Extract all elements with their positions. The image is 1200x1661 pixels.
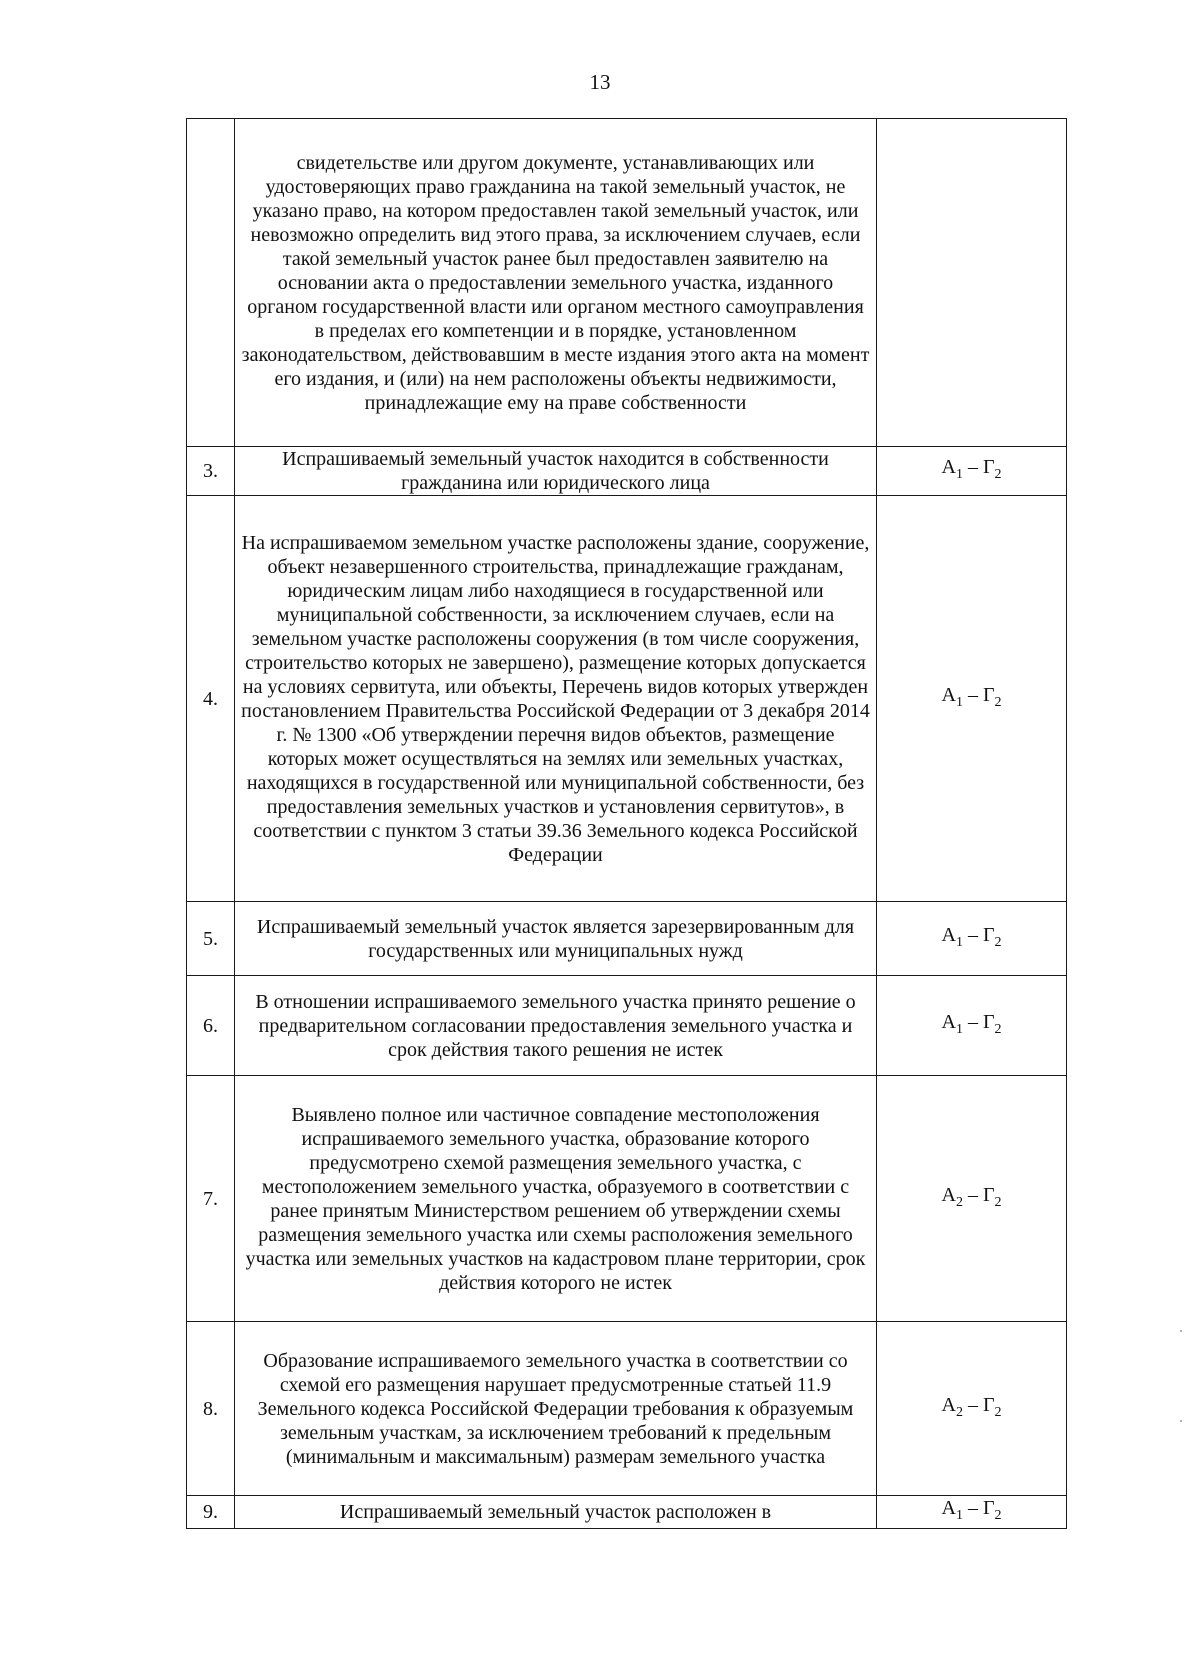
table-row — [187, 902, 1067, 976]
grounds-table — [186, 118, 1067, 1529]
code-a-index: 1 — [955, 1508, 963, 1523]
row-text: Испрашиваемый земельный участок находится в собственности гражданина или юридического лица — [235, 447, 877, 496]
row-number: 8. — [187, 1322, 235, 1496]
code-a-index: 1 — [955, 694, 963, 710]
row-text: В отношении испрашиваемого земельного участка принято решение о предварительном согласовании предоставления земельного участка и срок действия такого решения не истек — [235, 976, 877, 1076]
table-row — [187, 1076, 1067, 1322]
scan-speck — [1180, 1420, 1182, 1422]
table-row — [187, 119, 1067, 447]
row-number: 4. — [187, 496, 235, 902]
row-number: 5. — [187, 902, 235, 976]
code-g-index: 2 — [994, 467, 1002, 482]
row-code: $А_2 - Г_2$ — [877, 1322, 1067, 1496]
table-row — [187, 1496, 1067, 1529]
row-code: $А_1 - Г_2$ — [877, 447, 1067, 496]
row-number — [187, 119, 235, 447]
code-a-index: 1 — [955, 934, 963, 950]
row-code: $А_2 - Г_2$ — [877, 1076, 1067, 1322]
code-g-index: 2 — [994, 1404, 1002, 1420]
code-g-index: 2 — [994, 1021, 1002, 1037]
row-text: Испрашиваемый земельный участок является зарезервированным для государственных или муниципальных нужд — [235, 902, 877, 976]
table-row — [187, 976, 1067, 1076]
row-number: 6. — [187, 976, 235, 1076]
code-g-index: 2 — [994, 1194, 1002, 1210]
code-a-index: 2 — [955, 1194, 963, 1210]
row-text: Испрашиваемый земельный участок расположен в — [235, 1496, 877, 1529]
row-text: Образование испрашиваемого земельного участка в соответствии со схемой его размещения нарушает предусмотренные статьей 11.9 Земельного кодекса Российской Федерации требования к образуемым земельным участкам, за исключением требований к предельным (минимальным и максимальным) размерам земельного участка — [235, 1322, 877, 1496]
row-code: $А_1 - Г_2$ — [877, 976, 1067, 1076]
row-number: 9. — [187, 1496, 235, 1529]
code-a-index: 1 — [955, 1021, 963, 1037]
row-code: $А_1 - Г_2$ — [877, 902, 1067, 976]
code-g-index: 2 — [994, 694, 1002, 710]
row-text: Выявлено полное или частичное совпадение местоположения испрашиваемого земельного участка, образование которого предусмотрено схемой размещения земельного участка, с местоположением земельного участка, образуемого в соответствии с ранее принятым Министерством решением об утверждении схемы размещения земельного участка или схемы расположения земельного участка или земельных участков на кадастровом плане территории, срок действия которого не истек — [235, 1076, 877, 1322]
row-code: $А_1 - Г_2$ — [877, 1496, 1067, 1529]
code-g-index: 2 — [994, 1508, 1002, 1523]
table-row — [187, 447, 1067, 496]
row-text: На испрашиваемом земельном участке расположены здание, сооружение, объект незавершенного строительства, принадлежащие гражданам, юридическим лицам либо находящиеся в государственной или муниципальной собственности, за исключением случаев, если на земельном участке расположены сооружения (в том числе сооружения, строительство которых не завершено), размещение которых допускается на условиях сервитута, или объекты, Перечень видов которых утвержден постановлением Правительства Российской Федерации от 3 декабря 2014 г. № 1300 «Об утверждении перечня видов объектов, размещение которых может осуществляться на землях или земельных участках, находящихся в государственной или муниципальной собственности, без предоставления земельных участков и установления сервитутов», в соответствии с пунктом 3 статьи 39.36 Земельного кодекса Российской Федерации — [235, 496, 877, 902]
row-number: 3. — [187, 447, 235, 496]
code-a-index: 1 — [955, 467, 963, 482]
table-row — [187, 1322, 1067, 1496]
scan-speck — [1180, 1330, 1182, 1332]
code-a-index: 2 — [955, 1404, 963, 1420]
row-text: свидетельстве или другом документе, устанавливающих или удостоверяющих право гражданина на такой земельный участок, не указано право, на котором предоставлен такой земельный участок, или невозможно определить вид этого права, за исключением случаев, если такой земельный участок ранее был предоставлен заявителю на основании акта о предоставлении земельного участка, изданного органом государственной власти или органом местного самоуправления в пределах его компетенции и в порядке, установленном законодательством, действовавшим в месте издания этого акта на момент его издания, и (или) на нем расположены объекты недвижимости, принадлежащие ему на праве собственности — [235, 119, 877, 447]
table-row — [187, 496, 1067, 902]
row-code: $А_1 - Г_2$ — [877, 496, 1067, 902]
row-number: 7. — [187, 1076, 235, 1322]
code-g-index: 2 — [994, 934, 1002, 950]
page-number: 13 — [589, 70, 611, 94]
row-code — [877, 119, 1067, 447]
